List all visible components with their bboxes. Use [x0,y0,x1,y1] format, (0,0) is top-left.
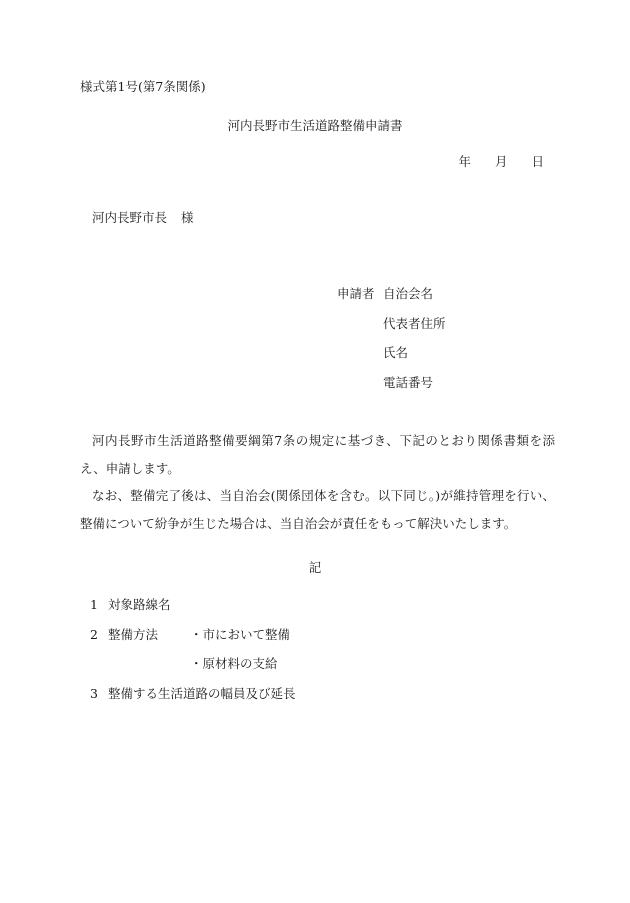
date-line [458,156,544,169]
addressee [92,212,194,225]
applicant-field-association-name: 自治会名 [383,286,434,301]
ki-heading: 記 [308,560,322,575]
body-paragraph-maintenance: なお、整備完了後は、当自治会(関係団体を含む。以下同じ。)が維持管理を行い、整備について紛争が生じた場合は、当自治会が責任をもって解決いたします。 [80,488,555,531]
form-number: 様式第1号(第7条関係) [80,79,206,94]
item-2-label: 整備方法 [108,627,159,642]
date-year: 年 [458,154,471,169]
item-2-number: 2 [90,627,98,642]
addressee-honorific: 様 [181,210,194,225]
body-paragraph-application: 河内長野市生活道路整備要綱第7条の規定に基づき、下記のとおり関係書類を添え、申請します。 [80,433,555,476]
applicant-field-name: 氏名 [383,345,409,360]
item-3-number: 3 [90,686,98,701]
item-2-option-materials: ・原材料の支給 [190,656,278,671]
document-title: 河内長野市生活道路整備申請書 [227,118,403,133]
applicant-label: 申請者 [337,286,375,301]
date-month: 月 [494,154,508,169]
item-3-label: 整備する生活道路の幅員及び延長 [108,686,296,701]
item-1-label: 対象路線名 [108,597,171,612]
date-day: 日 [531,154,544,169]
applicant-field-representative-address: 代表者住所 [383,316,446,331]
addressee-name: 河内長野市長 [92,210,168,225]
applicant-field-phone: 電話番号 [383,375,434,390]
item-1-number: 1 [90,597,98,612]
item-2-option-city: ・市において整備 [190,627,291,642]
